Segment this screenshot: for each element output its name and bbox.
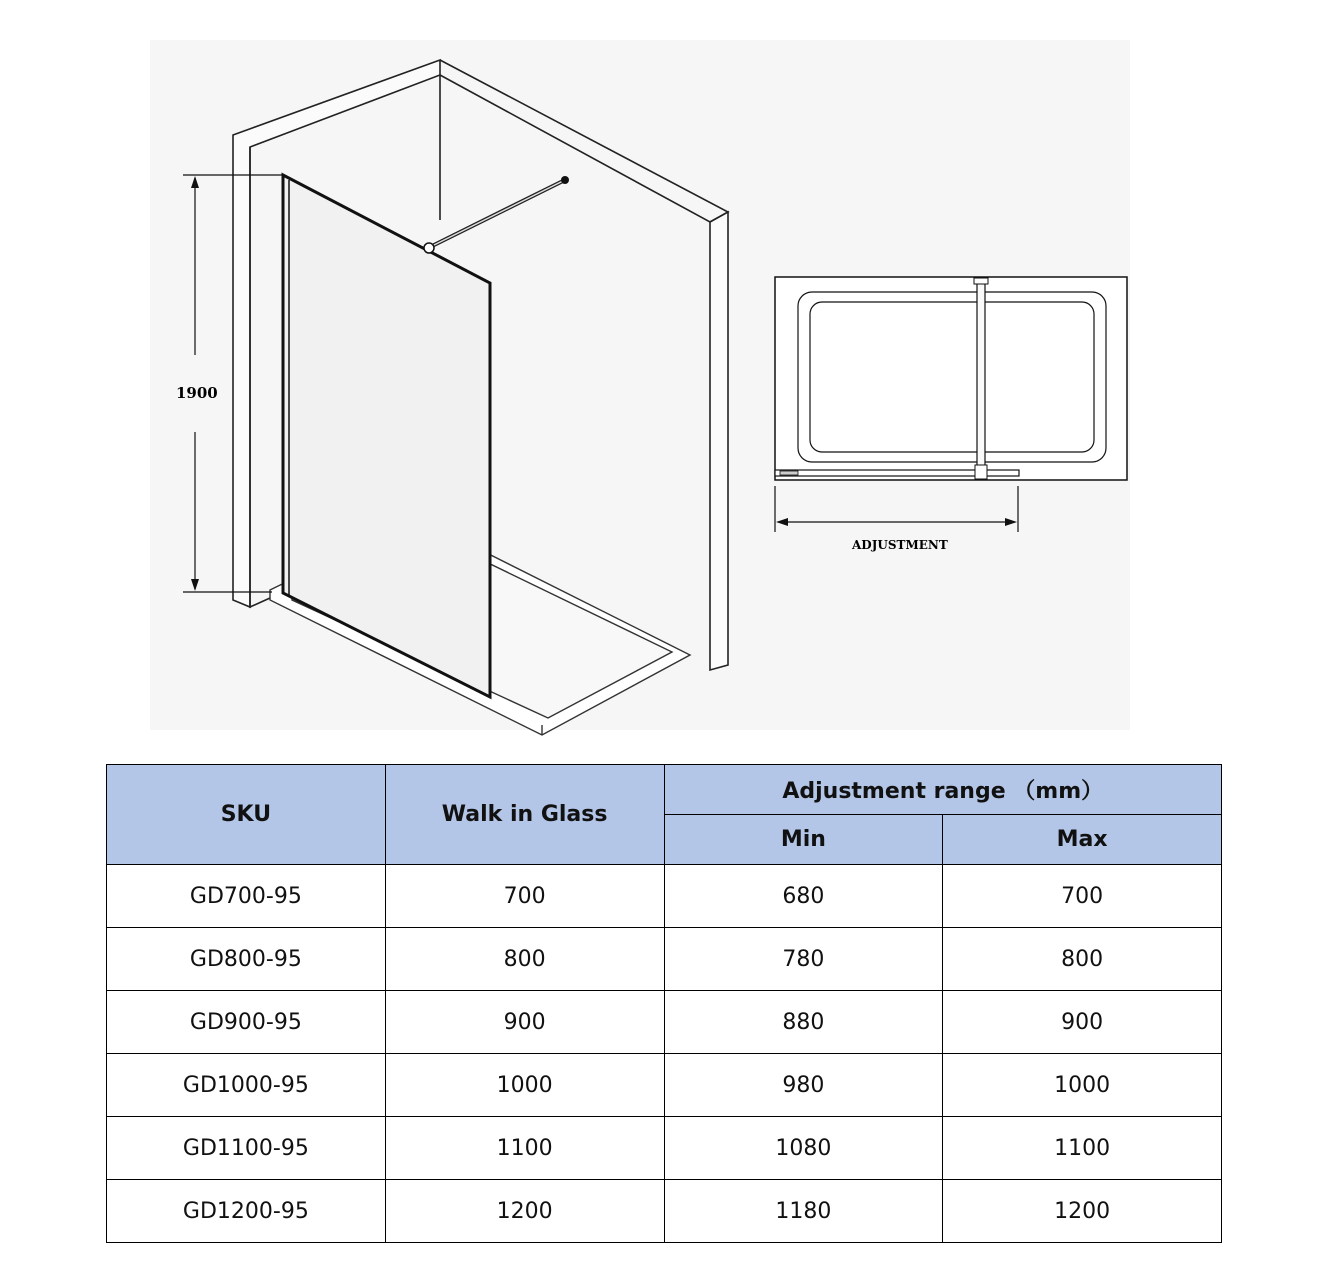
table-row	[107, 928, 1222, 991]
header-adjustment-range: Adjustment range （mm）	[664, 765, 1222, 815]
cell-sku: GD1000-95	[107, 1054, 386, 1117]
table-row	[107, 1054, 1222, 1117]
cell-max: 1200	[943, 1180, 1222, 1243]
height-label: 1900	[176, 384, 218, 402]
cell-max: 1000	[943, 1054, 1222, 1117]
cell-min: 1080	[664, 1117, 943, 1180]
adjustment-label: ADJUSTMENT	[852, 538, 948, 552]
table-row	[107, 865, 1222, 928]
header-sku: SKU	[107, 765, 386, 865]
cell-min: 780	[664, 928, 943, 991]
header-max: Max	[943, 815, 1222, 865]
table-row	[107, 1180, 1222, 1243]
cell-sku: GD800-95	[107, 928, 386, 991]
cell-max: 800	[943, 928, 1222, 991]
cell-min: 880	[664, 991, 943, 1054]
cell-min: 980	[664, 1054, 943, 1117]
cell-sku: GD1100-95	[107, 1117, 386, 1180]
table-header-row	[107, 765, 1222, 815]
cell-max: 700	[943, 865, 1222, 928]
cell-min: 1180	[664, 1180, 943, 1243]
cell-glass: 1100	[385, 1117, 664, 1180]
cell-glass: 700	[385, 865, 664, 928]
plan-view	[775, 277, 1127, 480]
cell-sku: GD1200-95	[107, 1180, 386, 1243]
cell-max: 1100	[943, 1117, 1222, 1180]
cell-glass: 1200	[385, 1180, 664, 1243]
cell-max: 900	[943, 991, 1222, 1054]
cell-sku: GD700-95	[107, 865, 386, 928]
cell-sku: GD900-95	[107, 991, 386, 1054]
cell-glass: 1000	[385, 1054, 664, 1117]
header-walk-in-glass: Walk in Glass	[385, 765, 664, 865]
cell-glass: 800	[385, 928, 664, 991]
cell-min: 680	[664, 865, 943, 928]
header-min: Min	[664, 815, 943, 865]
table-row	[107, 1117, 1222, 1180]
table-row	[107, 991, 1222, 1054]
spec-table	[106, 764, 1222, 1243]
cell-glass: 900	[385, 991, 664, 1054]
